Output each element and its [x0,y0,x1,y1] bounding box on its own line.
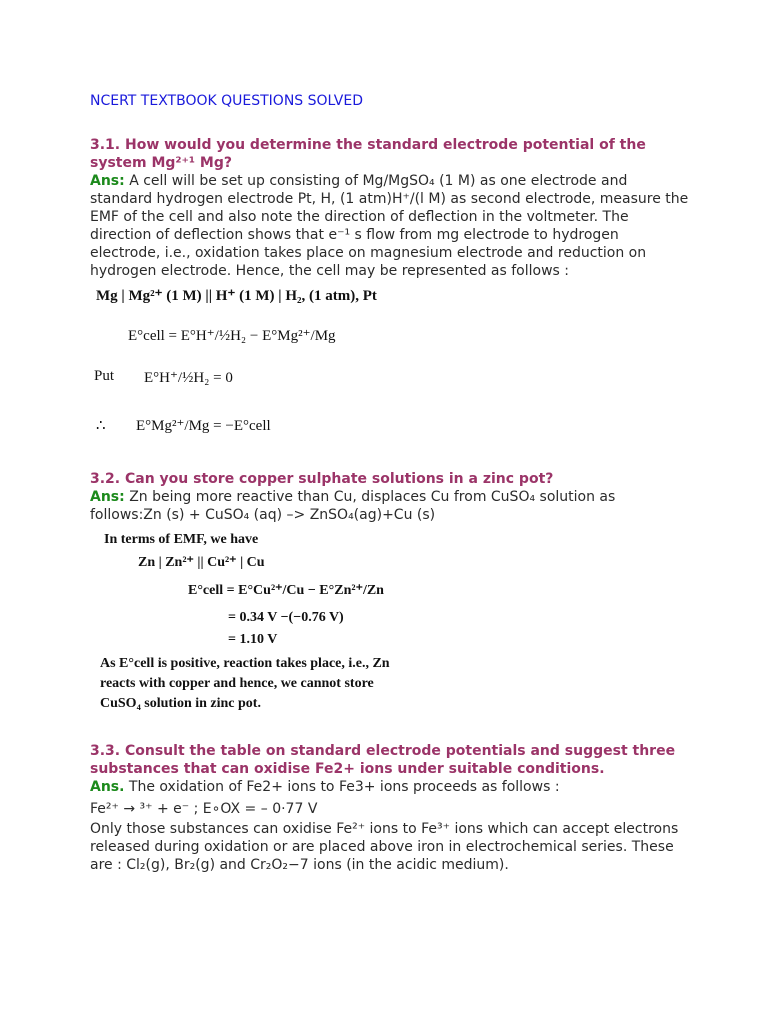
ecell-substitution: = 0.34 V −(−0.76 V) [228,610,344,625]
answer-text: A cell will be set up consisting of Mg/MgSO₄ (1 M) as one electrode and standard hydrogen electrode Pt, H, (1 atm)H⁺/(l M) as second electrode, measure the EMF of the cell and also note the direction of deflection in the voltmeter. The direction of deflection shows that e⁻¹ s flow from mg electrode to hydrogen electrode, i.e., oxidation takes place on magnesium electrode and reduction on hydrogen electrode. Hence, the cell may be represented as follows : [90,173,689,279]
put-label: Put [94,368,115,384]
answer-3-2 [90,488,690,524]
answer-label: Ans: [90,173,125,189]
page-heading: NCERT TEXTBOOK QUESTIONS SOLVED [90,93,364,109]
question-3-3: 3.3. Consult the table on standard electrode potentials and suggest three substances that can oxidise Fe2+ ions under suitable conditions. [90,743,676,777]
figure-3-1 [90,284,690,452]
answer-label: Ans: [90,489,125,505]
put-equation: E°H⁺/½H₂ = 0 [144,370,233,386]
conclusion-line-2: reacts with copper and hence, we cannot store [100,676,374,691]
conclusion-line-3: CuSO₄ solution in zinc pot. [100,696,261,711]
question-3-1: 3.1. How would you determine the standard electrode potential of the system Mg²⁺¹ Mg? [90,137,646,171]
answer-text: Zn being more reactive than Cu, displaces Cu from CuSO₄ solution as follows:Zn (s) + CuSO₄ (aq) –> ZnSO₄(ag)+Cu (s) [90,489,616,523]
therefore-symbol: ∴ [96,418,106,434]
answer-3-3-line-3: Only those substances can oxidise Fe²⁺ ions to Fe³⁺ ions which can accept electrons released during oxidation or are placed above iron in electrochemical series. These are : Cl₂(g), Br₂(g) and Cr₂O₂−7 ions (in the acidic medium). [90,821,679,873]
cell-notation: Mg | Mg²⁺ (1 M) || H⁺ (1 M) | H₂, (1 atm), Pt [96,288,377,304]
answer-text: The oxidation of Fe2+ ions to Fe3+ ions proceeds as follows : [128,779,560,795]
ecell-result: = 1.10 V [228,632,278,647]
document-content [90,92,690,874]
ecell-cu-zn: E°cell = E°Cu²⁺/Cu − E°Zn²⁺/Zn [188,583,384,598]
answer-3-3-line-1 [90,778,690,796]
answer-label: Ans. [90,779,125,795]
emf-intro: In terms of EMF, we have [104,532,259,547]
zn-cu-cell: Zn | Zn²⁺ || Cu²⁺ | Cu [138,555,265,570]
conclusion-line-1: As E°cell is positive, reaction takes place, i.e., Zn [100,656,390,671]
answer-3-3-line-2: Fe²⁺ → ³⁺ + e⁻ ; E∘OX = – 0·77 V [90,801,318,817]
figure-3-2 [90,530,690,716]
answer-3-1 [90,172,690,280]
therefore-equation: E°Mg²⁺/Mg = −E°cell [136,418,271,434]
question-3-2: 3.2. Can you store copper sulphate solutions in a zinc pot? [90,471,554,487]
ecell-equation: E°cell = E°H⁺/½H₂ − E°Mg²⁺/Mg [128,328,336,344]
